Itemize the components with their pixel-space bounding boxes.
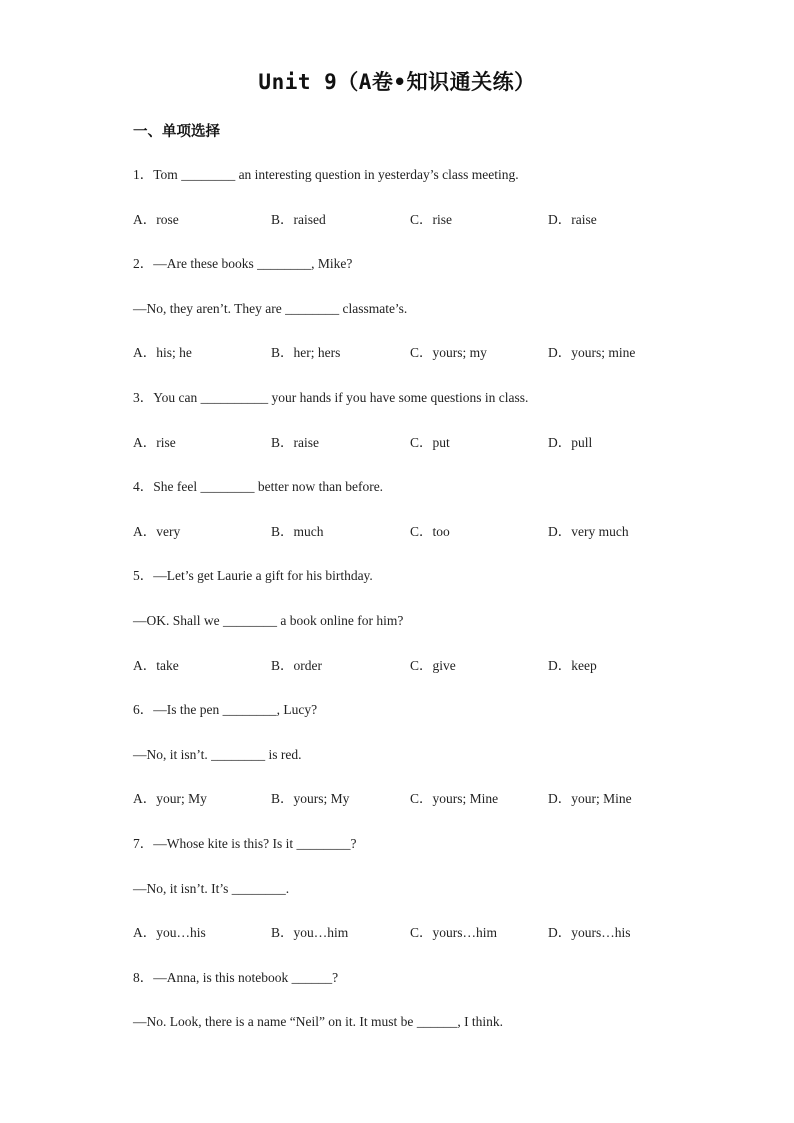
answer-blank: __________ [200, 390, 269, 405]
answer-option: B．order [271, 657, 322, 673]
question-line [133, 255, 352, 273]
question-line [133, 166, 519, 184]
answer-blank: ________ [222, 702, 277, 718]
answer-blank: ________ [181, 167, 236, 182]
answer-blank: ________ [285, 300, 340, 316]
answer-option: C．yours; my [410, 345, 487, 361]
answer-blank: ________ [231, 880, 286, 896]
answer-option: C．put [410, 434, 450, 450]
question-text: your hands if you have some questions in class. [268, 390, 529, 405]
question-line [133, 478, 383, 496]
answer-option: A．take [133, 657, 179, 673]
question-text: better now than before. [254, 479, 384, 495]
answer-option: A．rose [133, 211, 179, 227]
answer-blank: ________ [296, 836, 351, 851]
question-text: a book online for him? [277, 613, 404, 628]
answer-option: D．very much [548, 523, 629, 539]
question-line [133, 746, 302, 764]
question-line [133, 389, 528, 407]
answer-blank: ______ [291, 969, 333, 985]
question-text: ? [350, 836, 357, 851]
answer-option: D．yours…his [548, 925, 631, 941]
question-text: 4．She feel [133, 479, 201, 495]
answer-option: C．rise [410, 211, 452, 227]
answer-option: B．much [271, 523, 324, 539]
answer-option: A．his; he [133, 345, 192, 361]
answer-option: A．rise [133, 434, 176, 450]
question-text: , Mike? [311, 256, 353, 272]
question-line [133, 835, 356, 853]
answer-option: B．raised [271, 211, 326, 227]
question-text: —No, it isn’t. It’s [133, 880, 232, 896]
answer-option: C．give [410, 657, 456, 673]
answer-option: D．your; Mine [548, 791, 632, 807]
question-line [133, 612, 403, 630]
question-text: 5．—Let’s get Laurie a gift for his birthday. [133, 568, 373, 584]
question-line [133, 300, 407, 318]
question-text: classmate’s. [339, 300, 408, 316]
answer-option: B．her; hers [271, 345, 341, 361]
answer-option: D．keep [548, 657, 597, 673]
question-text: , I think. [457, 1014, 504, 1030]
question-text: —No, it isn’t. [133, 746, 212, 762]
answer-option: B．raise [271, 434, 319, 450]
question-text: —No, they aren’t. They are [133, 300, 286, 316]
question-text: is red. [265, 746, 302, 762]
answer-option: C．too [410, 523, 450, 539]
answer-blank: ________ [257, 256, 312, 272]
question-text: 8．—Anna, is this notebook [133, 969, 292, 985]
answer-option: C．yours; Mine [410, 791, 499, 807]
answer-option: B．you…him [271, 925, 349, 941]
answer-option: B．yours; My [271, 791, 350, 807]
answer-option: D．pull [548, 434, 593, 450]
question-text: ? [332, 969, 339, 985]
question-text: 3．You can [133, 390, 201, 405]
question-line [133, 880, 289, 898]
question-text: 6．—Is the pen [133, 702, 223, 718]
page-title: Unit 9（A卷•知识通关练） [258, 70, 536, 94]
question-text: 1．Tom [133, 167, 182, 182]
question-text: —OK. Shall we [133, 613, 223, 628]
question-line [133, 701, 317, 719]
answer-option: C．yours…him [410, 925, 498, 941]
question-text: . [285, 880, 290, 896]
question-text: an interesting question in yesterday’s class meeting. [235, 167, 519, 182]
question-text: , Lucy? [276, 702, 318, 718]
question-line [133, 969, 338, 987]
question-text: 7．—Whose kite is this? Is it [133, 836, 297, 851]
answer-blank: ________ [200, 479, 255, 495]
answer-option: D．yours; mine [548, 345, 636, 361]
answer-option: A．your; My [133, 791, 207, 807]
question-line [133, 1013, 503, 1031]
question-line [133, 567, 373, 585]
section-title: 一、单项选择 [133, 124, 220, 140]
answer-option: A．very [133, 523, 181, 539]
answer-option: A．you…his [133, 925, 206, 941]
answer-option: D．raise [548, 211, 597, 227]
answer-blank: ________ [211, 746, 266, 762]
answer-blank: ________ [223, 613, 277, 628]
question-text: —No. Look, there is a name “Neil” on it. It must be [133, 1014, 417, 1030]
question-text: 2．—Are these books [133, 256, 258, 272]
answer-blank: ______ [416, 1014, 458, 1030]
